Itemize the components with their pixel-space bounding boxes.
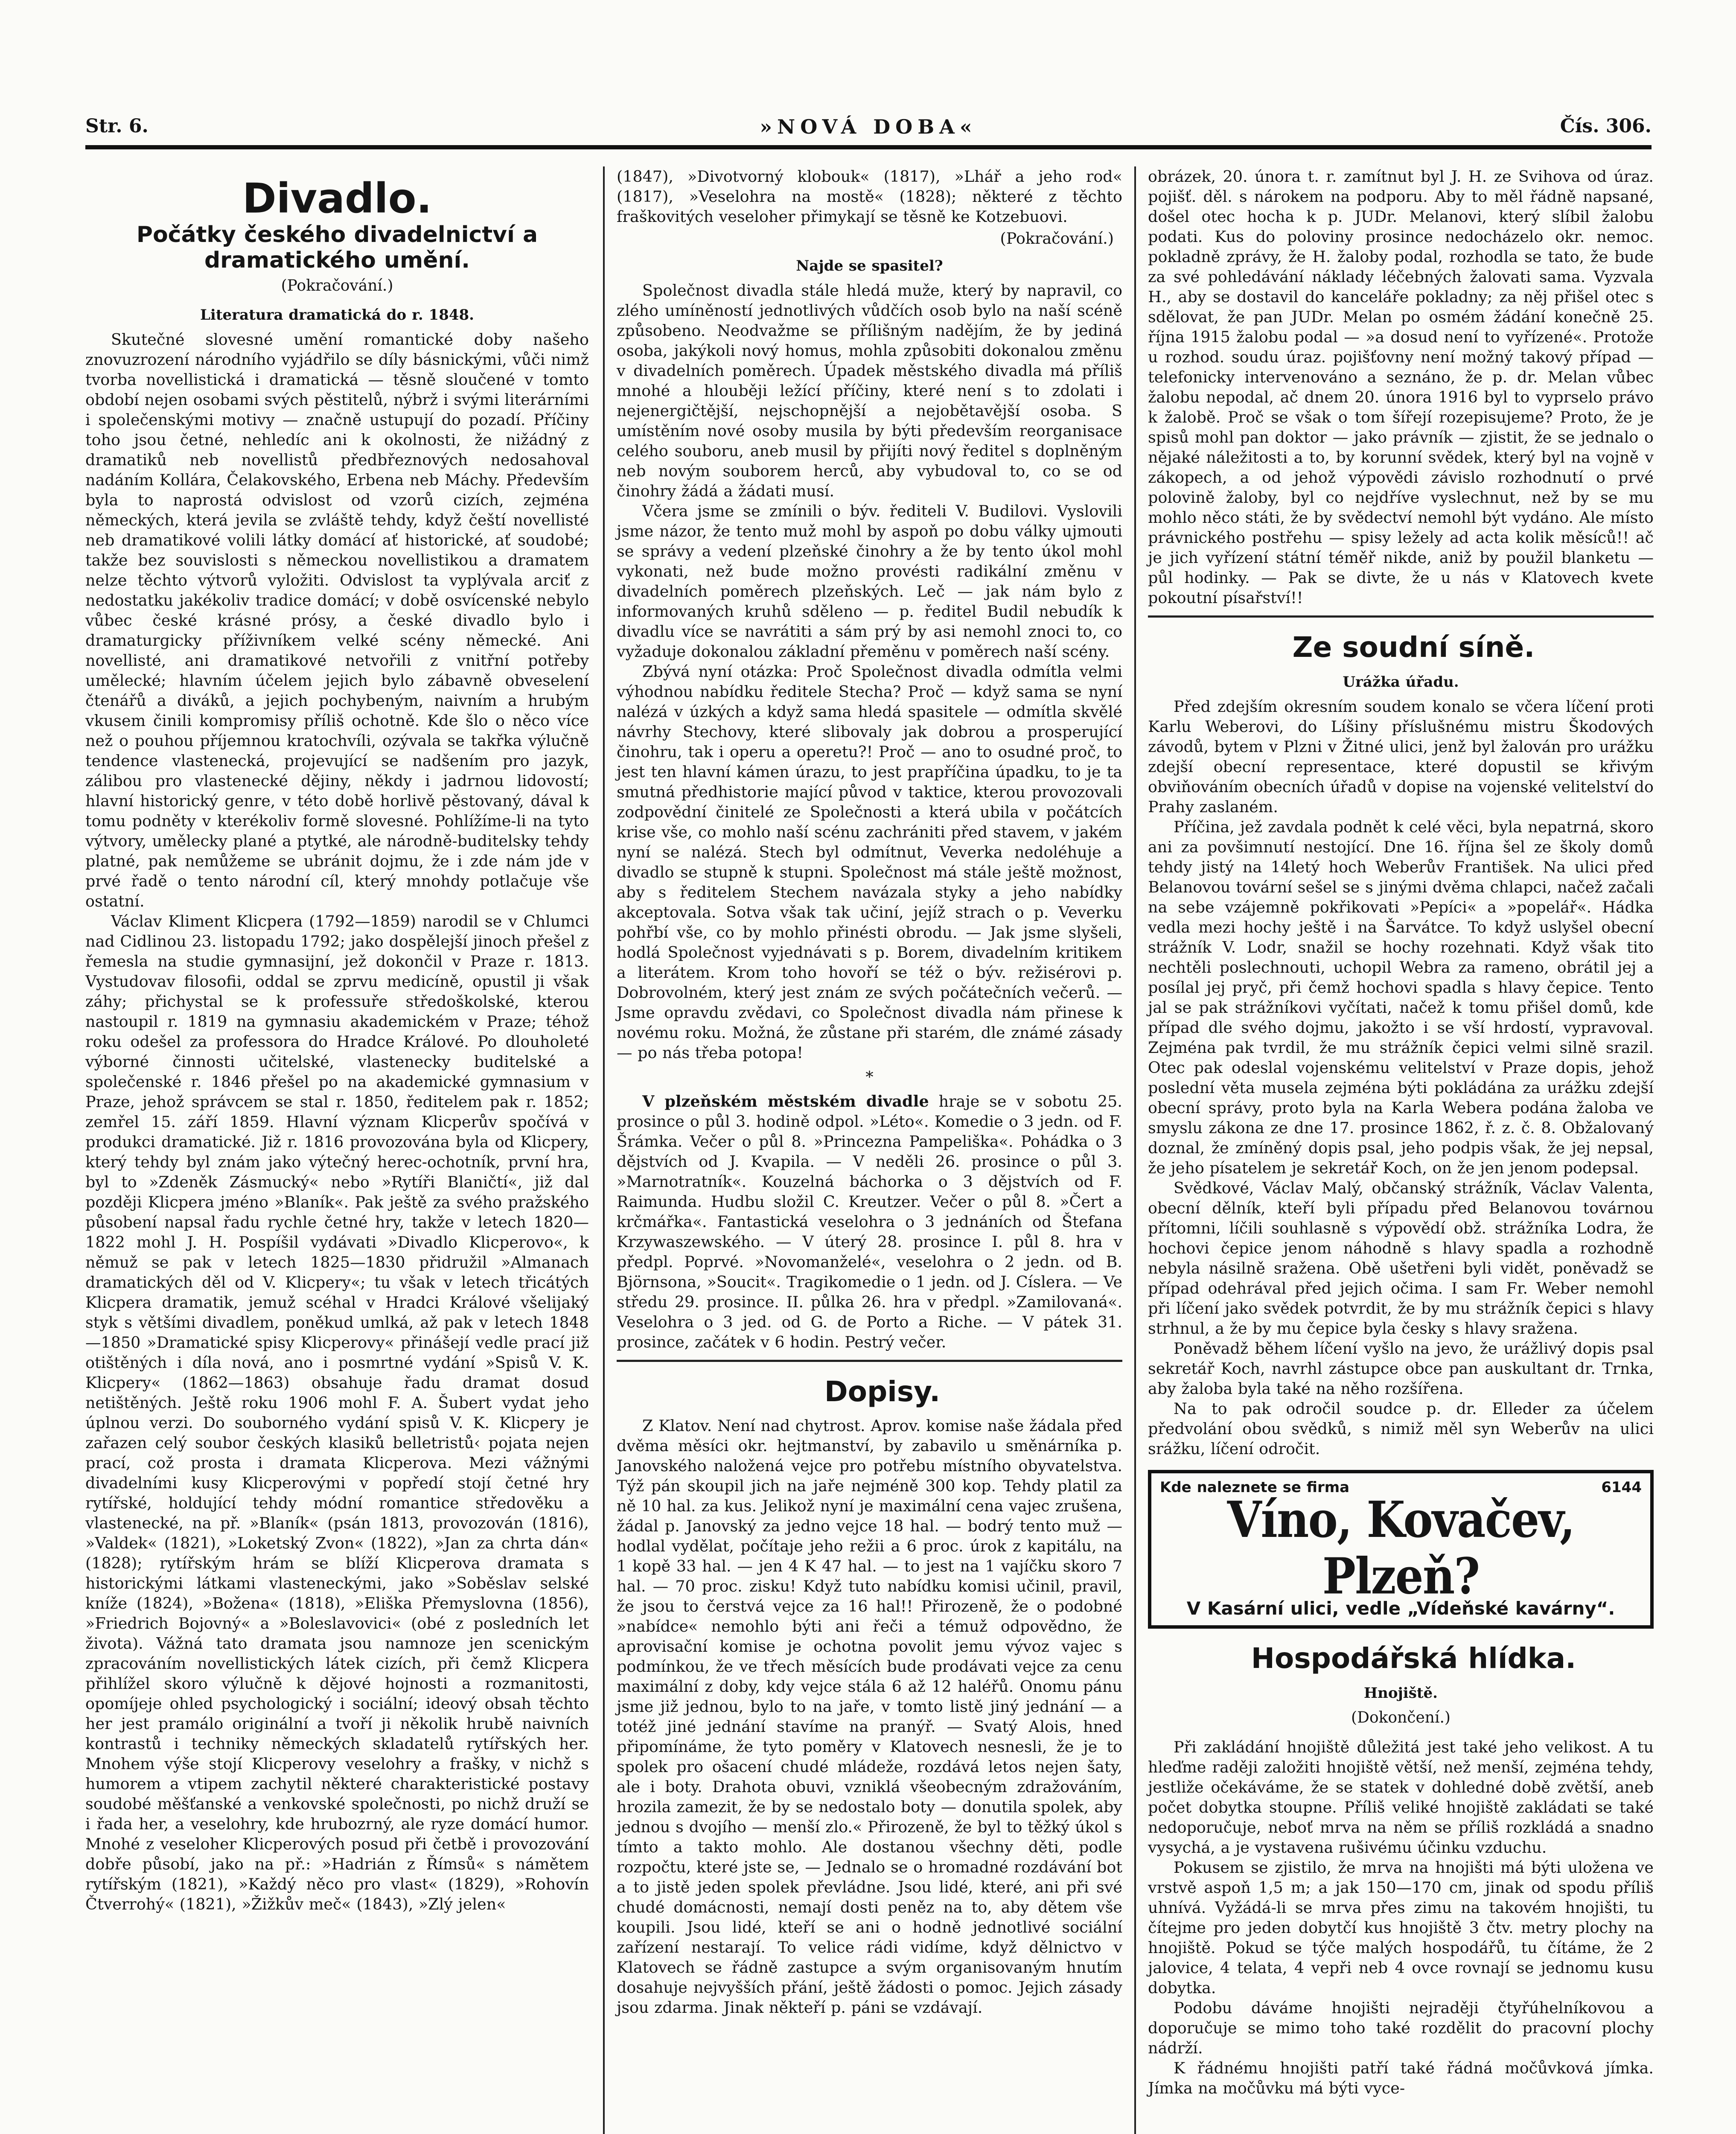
paragraph: Na to pak odročil soudce p. dr. Elleder za účelem předvolání obou svědků, s nimiž měl syn Weberův na ulici srážku, líčení odročit. — [1148, 1399, 1654, 1458]
paragraph: Společnost divadla stále hledá muže, který by napravil, co zlého umíněností jednotlivých vůdčích osob bylo na naší scéně způsobeno. Neodvažme se přílišným nadějím, že by jediná osoba, jakýkoli nový homus, mohla způsobiti dokonalou změnu v divadelních poměrech. Úpadek městského divadla má příliš mnohé a hlouběji ležící příčiny, které není s to zdolati i nejenergičtější, nejschopnější a nejobětavější osoba. S umístěním nové osoby musila by býti především reorganisace celého souboru, aneb musil by přijíti nový ředitel s doplněným neb novým souborem herců, aby vybudoval to, co se od činohry žádá a žádati musí. — [617, 281, 1122, 500]
paragraph: Poněvadž během líčení vyšlo na jevo, že urážlivý dopis psal sekretář Koch, navrhl zástupce obce pan auskultant dr. Trnka, aby žaloba byla také na něho rozšířena. — [1148, 1339, 1654, 1398]
ad-number: 6144 — [1601, 1479, 1642, 1496]
continued-note: (Pokračování.) — [281, 277, 393, 294]
column-1 — [85, 166, 589, 2134]
theatre-program — [617, 1091, 1122, 1352]
paragraph: Z Klatov. Není nad chytrost. Aprov. komise naše žádala před dvěma měsíci okr. hejtmanství, by zabavilo u směnárníka p. Janovského naložená vejce pro potřebu místního obyvatelstva. Týž pán skoupil jich na jaře nejméně 300 kop. Tehdy platil za ně 10 hal. za kus. Jelikož nyní je maximální cena vajec zrušena, žádal p. Janovský za jedno vejce 18 hal. — bodrý tento muž — hodlal vydělat, počítaje jeho režii a 6 proc. úrok z kapitálu, na 1 kopě 33 hal. — jen 4 K 47 hal. — to jest na 1 vajíčku skoro 7 hal. — 70 proc. zisku! Když tuto nabídku komisi učinil, pravil, že jsou to čerstvá vejce za 16 hal!! Přirozeně, že o podobné »nabídce« nemohlo býti ani řeči a témuž odpovědno, že aprovisační komise je ochotna povolit jemu vývoz vajec s podmínkou, že ve třech měsících bude prodávati vejce za cenu maximální z doby, kdy vejce stála 6 až 12 haléřů. Onomu pánu jsme již jednou, bylo to na jaře, v tomto listě jiný jednání — a totéž jiné jednání stavíme na pranýř. — Svatý Alois, hned připomínáme, že tyto poměry v Klatovech nesnesli, že je to spolek pro ošacení chudé mládeže, rozdává letos nejen šaty, ale i boty. Drahota obuvi, vzniklá všeobecným zdražováním, hrozila zamezit, že by se nedostalo boty — donutila spolek, aby jednou s dvojího — menší zlo.« Přirozeně, že byl to těžký úkol s tímto a takto mohlo. Ale dostanou všechny děti, podle rozpočtu, které jste se, — Jednalo se o hromadné rozdávání bot a to jistě jeden spolek převládne. Jsou lidé, které, ani při své chudé domácnosti, nemají dosti peněz na to, aby dětem vše koupili. Jsou lidé, kteří se ani o hodně jednotlivé sociální zařízení nestarají. To velice rádi vidíme, když dělnictvo v Klatovech se řádně zastupce a svým organisovaným hnutím dosahuje nejvyšších přání, ještě žádosti o pomoc. Jejich zásady jsou zdarma. Jinak někteří p. páni se vzdávají. — [617, 1417, 1122, 2017]
paragraph: Při zakládání hnojiště důležitá jest také jeho velikost. A tu hleďme raději založiti hnojiště větší, než menší, zejména tehdy, jestliže očekáváme, že se statek v dohledné době zvětší, aneb počet dobytka stoupne. Příliš veliké hnojiště zakládati se také nedoporučuje, neboť mrva na něm se příliš rozkládá a snadno vysychá, a je vystavena rušivému účinku vzduchu. — [1148, 1738, 1654, 1857]
paragraph: Zbývá nyní otázka: Proč Společnost divadla odmítla velmi výhodnou nabídku ředitele Stecha? Proč — když sama se nyní nalézá v úzkých a když sama hledá spasitele — odmítla skvělé návrhy Stechovy, které slibovaly jak dobrou a prosperující činohru, tak i operu a operetu?! Proč — ano to osudné proč, to jest ten hlavní kámen úrazu, to jest prapříčina úpadku, to je ta smutná předhistorie mající původ v taktice, kterou provozovali zodpovědní činitelé ze Společnosti a která ubila v počátcích krise vše, co mohlo naší scénu zachrániti před stavem, v jakém nyní se nalézá. Stech byl odmítnut, Veverka nedoléhuje a divadlo se stupně k stupni. Společnost má stále ještě možnost, aby s ředitelem Stechem navázala styky a jeho nabídky akceptovala. Sotva však tak učiní, jejíž strach o p. Veverku pohřbí vše, co by mohlo přinésti obrodu. — Jak jsme slyšeli, hodlá Společnost vyjednávati s p. Borem, divadelním kritikem a literátem. Krom toho hovoří se též o býv. režisérovi p. Dobrovolném, který jest znám ze svých počátečních večerů. — Jsme opravdu zvědavi, co Společnost divadla nám přinese k novému roku. Možná, že zůstane při starém, dle známé zásady — po nás třeba potopa! — [617, 662, 1122, 1062]
column-rule — [603, 166, 605, 2134]
column-2 — [617, 166, 1122, 2134]
article-title: Hnojiště. — [1363, 1685, 1438, 1702]
separator-asterisk: * — [865, 1068, 874, 1086]
paragraph: Příčina, jež zavdala podnět k celé věci, byla nepatrná, skoro ani za povšimnutí nestojící. Dne 16. října šel ze školy domů tehdy jistý na 14letý hoch Weberův František. Na ulici před Belanovou tovární sešel se s jinými dvěma chlapci, načež začali na sebe vzájemně pokřikovati »Pepíci« a »popelář«. Hádka vedla mezi hochy ještě i na Šarvátce. To když uslyšel obecní strážník V. Lodr, snažil se hochy rozehnati. Když však tito nechtěli poslechnouti, uchopil Webra za rameno, obrátil jej a posílal jej pryč, při čemž hochovi spadla s hlavy čepice. Tento jal se pak strážníkovi vyčítati, načež k tomu přišel domů, kde případ dle svého dojmu, jakožto i se vší hrdostí, vypravoval. Zejména pak tvrdil, že mu strážník čepici velmi silně srazil. Otec pak odeslal vojenskému velitelství v Praze dopis, jehož poslední věta musela zejména býti pokládána za urážku zdejší obecní správy, proto byla na Karla Webera podána žaloba ve smyslu zákona ze dne 17. prosince 1862, ř. z. č. 8. Obžalovaný doznal, že zmíněný dopis psal, jeho podpis však, že jej nepsal, že jeho písatelem je sekretář Koch, on že jen jenom podepsal. — [1148, 818, 1654, 1177]
paragraph: Podobu dáváme hnojišti nejraději čtyřúhelníkovou a doporučuje se mimo toho také rozdělit do pracovní plochy nádrží. — [1148, 1999, 1654, 2057]
paragraph: (1847), »Divotvorný klobouk« (1817), »Lhář a jeho rod« (1817), »Veselohra na mostě« (1828); některé z těchto fraškovitých veseloher přimykají se těsně ke Kotzebuovi. — [617, 167, 1122, 226]
section-heading-dopisy: Dopisy. — [824, 1375, 941, 1408]
paragraph: Včera jsme se zmínili o býv. řediteli V. Budilovi. Vyslovili jsme názor, že tento muž mohl by aspoň po dobu války ujmouti se správy a vedení plzeňské činohry a že by tento úkol mohl vykonati, než bude možno provésti radikální změnu v divadelních poměrech plzeňských. Leč — jak nám bylo z informovaných kruhů sděleno — p. ředitel Budil nebudík k divadlu více se navrátiti a sám prý by asi nemohl znoci to, co vyžaduje dokonalou základní přeměnu v poměrech naší scény. — [617, 502, 1122, 661]
paragraph: Skutečné slovesné umění romantické doby našeho znovuzrození národního vyjádřilo se díly básnickými, vůči nimž tvorba novellistická i dramatická — těsně sloučené v tomto období nejen osobami svých pěstitelů, nýbrž i svými literárními i společenskými motivy — značně ustupují do pozadí. Příčiny toho jsou četné, nehledíc ani k okolnosti, že nižádný z dramatiků neb novellistů předbřeznových nedosahoval nadáním Kollára, Čelakovského, Erbena neb Máchy. Především byla to naprostá odvislost od vzorů cizích, zejména německých, která jevila se zvláště tehdy, když čeští novellisté neb dramatikové volili látky domácí ať historické, ať soudobé; takže bez souvislosti s německou novellistikou a dramatem nelze těchto výtvorů vyložiti. Odvislost ta vyplývala arciť z nedostatku jakékoliv tradice domácí; v době osvícenské nebylo vůbec české krásné prósy, a české divadlo bylo i dramaturgicky příživníkem velké scény německé. Ani novellisté, ani dramatikové netvořili z vnitřní potřeby umělecké; hlavním účelem jejich bylo zábavně obveselení čtenářů a diváků, a jejich pochybeným, naivním a hrubým vkusem činili kompromisy příliš ochotně. Kde šlo o něco více než o pouhou příjemnou kratochvíli, ozývala se takřka výlučně tendence vlastenecká, projevující se nadšením pro jazyk, zálibou pro vlastenecké dějiny, někdy i jadrnou lidovostí; hlavní historický genre, v této době horlivě pěstovaný, dával k tomu podněty v kterékoliv formě slovesné. Pohlížíme-li na tyto výtvory, umělecky plané a ptytké, ale národně-buditelsky tehdy platné, pak nemůžeme se ubránit dojmu, že i zde nám jde v prvé řadě o tento národní cíl, který mnohdy potlačuje vše ostatní. — [85, 330, 589, 910]
paragraph: Před zdejším okresním soudem konalo se včera líčení proti Karlu Weberovi, do Líšiny příslušnému mistru Škodových závodů, bytem v Plzni v Žitné ulici, jenž byl žalován pro urážku zdejší obecní representace, které dopustil se křivým obviňováním obecních úřadů v dopise na vojenské velitelství do Prahy zaslaném. — [1148, 697, 1654, 816]
newspaper-title: »NOVÁ DOBA« — [760, 115, 977, 138]
advertisement — [1148, 1470, 1654, 1629]
program-text: hraje se v sobotu 25. prosince o půl 3. hodině odpol. »Léto«. Komedie o 3 jedn. od F. Šrámka. Večer o půl 8. »Princezna Pampeliška«. Pohádka o 3 dějstvích od J. Kvapila. — V neděli 26. prosince o půl 3. »Marnotratník«. Kouzelná báchorka o 3 dějstvích od F. Raimunda. Hudbu složil C. Kreutzer. Večer o půl 8. »Čert a krčmářka«. Fantastická veselohra o 3 jednáních od Štefana Krzywaszewského. — V úterý 28. prosince I. půl 8. hra v předpl. Poprvé. »Novomanželé«, veselohra o 2 jedn. od B. Björnsona, »Soucit«. Tragikomedie o 1 jedn. od J. Císlera. — Ve středu 29. prosince. II. půlka 26. hra v předpl. »Zamilovaná«. Veselohra o 3 jed. od G. de Porto a Riche. — V pátek 31. prosince, začátek v 6 hodin. Pestrý večer. — [617, 1092, 1123, 1351]
section-heading-soud: Ze soudní síně. — [1292, 631, 1535, 664]
issue-number: Čís. 306. — [1560, 115, 1652, 137]
section-heading-divadlo: Divadlo. — [242, 175, 432, 222]
column-3 — [1148, 166, 1654, 2134]
paragraph: obrázek, 20. února t. r. zamítnut byl J. H. ze Svihova od úraz. pojišť. děl. s nárokem na podporu. Aby to měl řádně napsané, došel otec hocha k p. JUDr. Melanovi, který slíbil žalobu podati. Kus do poloviny prosince nedocházelo okr. nemoc. pokladně zprávy, že H. žaloby podal, rozhodla se tato, že bude za své pohledávání náklady léčebných žalovati sama. Vyzvala H., aby se dostavil do kanceláře pokladny; za něj přišel otec s sdělovat, že pan JUDr. Melan po osmém žádání konečně 25. října 1915 žalobu podal — »a dosud není to vyřízené«. Protože u rozhod. soudu úraz. pojišťovny není možný takový případ — telefonicky intervenováno a seznáno, že p. dr. Melan vůbec žalobu nepodal, ač dnem 20. února 1916 byl to vyprselo právo k žalobě. Proč se však o tom šířejí rozepisujeme? Proto, že je spisů mohl pan doktor — jako právník — zjistit, že se jednalo o nějaké náležitosti a to, by korunní svědek, který byl na vojně v zákopech, a od jehož výpovědi závislo rozhodnutí o prvé polovině žaloby, byl co nejdříve vyslechnut, než by se mu mohlo něco státi, že by svědectví nemohl být vydáno. Ale místo právnického postřehu — spisy ležely ad acta kolik měsíců!! ač je jich vyřízení státní téměř nikde, aniž by použil blanketu — půl hodinky. — Pak se divte, že u nás v Klatovech kvete pokoutní písařství!! — [1148, 167, 1654, 607]
column-rule — [1134, 166, 1136, 2134]
paragraph: K řádnému hnojišti patří také řádná močůvková jímka. Jímka na močůvku má býti vyce- — [1148, 2059, 1654, 2097]
paragraph: Václav Kliment Klicpera (1792—1859) narodil se v Chlumci nad Cidlinou 23. listopadu 1792; jako dospělejší jinoch přešel z řemesla na studie gymnasijní, jež dokončil v Praze r. 1813. Vystudovav filosofii, oddal se zprvu medicíně, opustil ji však záhy; přichystal se k professuře středoškolské, kterou nastoupil r. 1819 na gymnasiu akademickém v Praze; téhož roku odešel za professora do Hradce Králové. Po dlouholeté výborné činnosti učitelské, vlastenecky buditelské a společenské r. 1846 přešel po na akademické gymnasium v Praze, jehož správcem se stal r. 1850, ředitelem pak r. 1852; zemřel 15. září 1859. Hlavní význam Klicperův spočívá v produkci dramatické. Již r. 1816 provozována byla od Klicpery, který tehdy byl znám jako výtečný herec-ochotník, první hra, byl to »Zdeněk Zásmucký« nebo »Rytíři Blaničtí«, již dal později Klicpera jméno »Blaník«. Pak ještě za svého pražského působení napsal řadu rychle četné hry, takže v letech 1820—1822 mohl J. H. Pospíšil vydávati »Divadlo Klicperovo«, k němuž se pak v letech 1825—1830 přidružil »Almanach dramatických děl od V. Klicpery«; tu však v letech třicátých Klicpera dramatik, jemuž scéhal v Hradci Králové všelijaký styk s většími divadlem, poněkud umlká, až pak v letech 1848—1850 »Dramatické spisy Klicperovy« přinášejí vedle prací již otištěných i díla nová, ano i posmrtné vydání »Spisů V. K. Klicpery« (1862—1863) obsahuje řadu dramat dosud netištěných. Ještě roku 1906 mohl F. A. Šubert vydat jeho úplnou verzi. Do souborného vydání spisů V. K. Klicpery je zařazen celý soubor českých klasiků belletristů‹ pojata nejen prací, což prosta i dramata Klicperova. Mezi vážnými divadelními kusy Klicperovými v popředí stojí četné hry rytířské, holdující tehdy módní romantice středověku a vlastenecké, na př. »Blaník« (psán 1813, provozován (1816), »Valdek« (1821), »Loketský Zvon« (1822), »Jan za chrta dán« (1828); rytířským hrám se blíží Klicperova dramata s historickými látkami vlasteneckými, jako »Soběslav selské kníže (1824), »Božena« (1818), »Eliška Přemyslovna (1856), »Friedrich Bojovný« a »Boleslavovici« (obé z posledních let života). Vážná tato dramata jsou namnoze jen scenickým zpracováním novellistických látek cizích, při čemž Klicpera přihlížel skoro výlučně k dějové hojnosti a rozmanitosti, opomíjeje ohled psychologický i sociální; ideový obsah těchto her jest pramálo originální a tvoří ji několik hrubě naivních kontrastů i techniky německých skladatelů rytířských her. Mnohem výše stojí Klicperovy veselohry a frašky, v nichž s humorem a vtipem zachytil některé charakteristické postavy soudobé měšťanské a venkovské společnosti, po nichž druží se i řada her, a veselohry, kde hrubozrný, ale ryze domácí humor. Mnohé z veseloher Klicperových posud při četbě i provozování dobře působí, jako na př.: »Hadrián z Římsů« s námětem rytířským (1821), »Každý něco pro vlast« (1829), »Rohovín Čtverrohý« (1821), »Žižkův meč« (1843), »Zlý jelen« — [85, 912, 589, 1913]
continued-note: (Pokračování.) — [1000, 229, 1114, 248]
continued-note: (Dokončení.) — [1351, 1709, 1451, 1726]
page-header — [85, 115, 1652, 149]
article-title: Počátky českého divadelnictví a dramatického umění. — [136, 222, 538, 273]
article-title: Najde se spasitel? — [796, 257, 943, 274]
divider — [1148, 615, 1654, 618]
program-title: V plzeňském městském divadle — [642, 1092, 929, 1111]
paragraph: Svědkové, Václav Malý, občanský strážník, Václav Valenta, obecní dělník, kteří byli případu před Belanovou továrnou přítomni, líčili souhlasně s výpovědí obž. strážníka Lodra, že hochovi čepice jenom náhodně s hlavy spadla a rozhodně nebyla násilně sražena. Obě ušetřeni byli vidět, poněvadž se případ odehrával před jejich očima. I sam Fr. Weber nemohl při líčení jako svědek potvrdit, že by mu strážník čepici s hlavy strhnul, a že by mu čepice byla česky s hlavy sražena. — [1148, 1179, 1654, 1338]
section-heading-hlidka: Hospodářská hlídka. — [1251, 1642, 1576, 1675]
ad-address: V Kasární ulici, vedle „Vídeňské kavárny“. — [1186, 1598, 1615, 1619]
page-number: Str. 6. — [85, 115, 149, 137]
article-title: Urážka úřadu. — [1343, 673, 1459, 691]
ad-label: Kde naleznete se firma — [1160, 1479, 1350, 1496]
divider — [617, 1360, 1122, 1362]
paragraph: Pokusem se zjistilo, že mrva na hnojišti má býti uložena ve vrstvě aspoň 1,5 m; a jak 150—170 cm, jinak od spodu příliš uhnívá. Vyžádá-li se mrva přes zimu na takovém hnojišti, tu čítejme pro jeden dobytčí kus hnojiště 3 čtv. metry plochy na hnojiště. Pokud se týče malých hospodářů, tu čítáme, že 2 jalovice, 4 telata, 4 vepři neb 4 ovce rovnají se jednomu kusu dobytka. — [1148, 1858, 1654, 1997]
article-subtitle: Literatura dramatická do r. 1848. — [200, 306, 474, 324]
ad-firm-name: Víno, Kovačev, Plzeň? — [1227, 1490, 1575, 1606]
